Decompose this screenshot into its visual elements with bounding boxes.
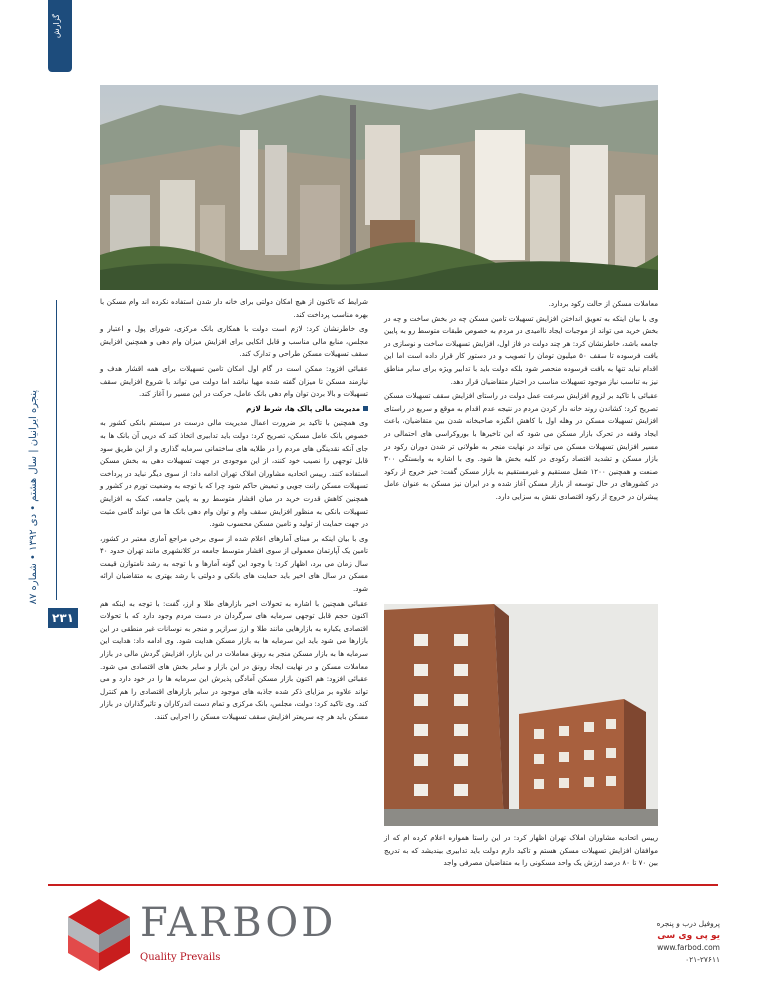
paragraph: عقبائی افزود: ممکن است در گام اول امکان تامین تسهیلات برای همه اقشار هدف و نیازمند مسکن تا میزان گفته شده مهیا نباشد اما دولت می تواند با شروع افزایش سقف تسهیلات و بالا بردن توان وام دهی بانک عامل، حرکت در این مسیر را آغاز کند. bbox=[100, 363, 368, 399]
ad-divider bbox=[48, 884, 718, 886]
paragraph: عقبائی همچنین با اشاره به تحولات اخیر بازارهای طلا و ارز، گفت: با توجه به اینکه هم اکنون حجم قابل توجهی سرمایه های سرگردان در دست مردم وجود دارد که با تحولات اقتصادی یکباره به بازارهایی مانند طلا و ارز سرازیر و منجر به نوسانات غیر منطقی در این بازارها می شود باید این سرمایه ها به بازار مسکن هدایت شود. وی ادامه داد: هدایت این سرمایه ها به بازار مسکن منجر به رونق معاملات در این بازار، افزایش گردش مالی در بازار معاملات مسکن و در نهایت ایجاد رونق در این بازار و سایر بخش های اقتصادی می شود. عقبائی افزود: هم اکنون بازار مسکن آمادگی پذیرش این سرمایه ها را در خود دارد و می تواند علاوه بر مزایای ذکر شده جاذبه های موجود در سایر بازارهای اقتصادی را هم کنترل کند. وی تاکید کرد: دولت، مجلس، بانک مرکزی و تمام دست اندرکاران و تاثیرگذاران در بازار مسکن باید هر چه سریعتر افزایش سقف تسهیلات مسکن را اجرایی کنند. bbox=[100, 598, 368, 721]
page-number: ۲۳۱ bbox=[48, 608, 78, 628]
paragraph: وی با بیان اینکه به تعویق انداختن افزایش تسهیلات تامین مسکن چه در بخش ساخت و چه در بخش خرید می تواند از موجبات ایجاد ناامیدی در مردم به خصوص طبقات متوسط رو به پایین جامعه باشد، خاطرنشان کرد: هر چند دولت در فاز اول، افزایش تسهیلات ساخت و نوسازی در بافت فرسوده تا سقف ۵۰ میلیون تومان را تصویب و در دستور کار قرار داده است اما این اقدام نباید تنها به بافت فرسوده منحصر شود بلکه دولت باید با تدابیر ویژه برای سایر مناطق نیز به تناسب نیاز موجود تسهیلات مناسب در اختیار متقاضیان قرار دهد. bbox=[384, 313, 658, 386]
ad-contact-title: پروفیل درب و پنجره bbox=[656, 919, 720, 928]
paragraph: شرایط که تاکنون از هیچ امکان دولتی برای خانه دار شدن استفاده نکرده اند وام مسکن با بهره مناسب پرداخت کند. bbox=[100, 297, 368, 319]
section-tab-label: گزارش bbox=[52, 14, 61, 39]
city-skyline-photo bbox=[100, 85, 658, 290]
ad-phone: ۰۲۱-۲۷۶۱۱ bbox=[685, 955, 720, 964]
ad-website: www.farbod.com bbox=[657, 943, 720, 952]
subheading: مدیریت مالی پالک ها، شرط لازم bbox=[100, 403, 368, 416]
article-column-right-top bbox=[384, 298, 658, 506]
paragraph: وی خاطرنشان کرد: لازم است دولت با همکاری بانک مرکزی، شورای پول و اعتبار و مجلس، منابع مالی مناسب و قابل اتکایی برای افزایش میزان وام دهی و همچنین افزایش سقف تسهیلات مسکن طراحی و تدارک کند. bbox=[100, 324, 368, 359]
article-column-right-bottom bbox=[384, 832, 658, 872]
issue-info: پنجره ایرانیان | سال هشتم • دی ۱۳۹۲ • شماره ۸۷ bbox=[28, 390, 39, 605]
ad-tagline: Quality Prevails bbox=[140, 952, 221, 963]
ad-brand-name: FARBOD bbox=[140, 900, 337, 946]
ad-contact-brand: یو پی وی سی bbox=[657, 931, 720, 941]
ad-contact-block bbox=[600, 918, 720, 966]
paragraph: معاملات مسکن از حالت رکود بردارد. bbox=[548, 299, 658, 308]
paragraph: عقبائی با تاکید بر لزوم افزایش سرعت عمل دولت در راستای افزایش سقف تسهیلات مسکن تصریح کرد: کشاندن روند خانه دار کردن مردم در نتیجه عدم اقدام به موقع و سریع در راستای افزایش تسهیلات مسکن در وهله اول با کاهش انگیزه صاحبخانه شدن بین متقاضیان، باعث ایجاد وقفه در تحرک بازار مسکن می شود که این تاخیرها با بوروکراسی های احتمالی در مسیر افزایش تسهیلات مسکن می تواند در نهایت منجر به طولانی تر شدن دوران رکود در بازار مسکن و تشدید اقتصاد رکودی در کلیه بخش ها شود. وی با اشاره به وابستگی ۳۰۰ صنعت و همچنین ۱۲۰۰ شغل مستقیم و غیرمستقیم به بازار مسکن گفت: خیز خروج از رکود در کشورهای در حال توسعه از بازار مسکن آغاز شده و در ایران نیز مسکن به عنوان عامل پیشران در خروج از رکود اقتصادی نقش به سزایی دارد. bbox=[384, 391, 658, 501]
article-column-left bbox=[100, 296, 368, 726]
section-tab bbox=[48, 0, 72, 72]
side-rule bbox=[56, 300, 57, 600]
apartment-buildings-photo bbox=[384, 604, 658, 826]
paragraph: وی همچنین با تاکید بر ضرورت اعمال مدیریت مالی درست در سیستم بانکی کشور به خصوص بانک عامل مسکن، تصریح کرد: دولت باید تدابیری اتخاذ کند که دریی آن بانک ها به جای آنکه نقدینگی های مردم را در طلایه های ساختمانی سرمایه گذاری و از این طریق سود قابل توجهی را نصیب خود کنند، از این موجودی در جهت تسهیلات دهی به بخش مسکن استفاده کنند. رییس اتحادیه مشاوران املاک تهران ادامه داد: از سوی دیگر نباید در پرداخت تسهیلات مسکن رانت جویی و تبعیض حاکم شود چرا که با توجه به وضعیت تورم در کشور و همچنین کاهش قدرت خرید در میان اقشار متوسط رو به پایین جامعه، کمک به افزایش تسهیلات بانکی به منظور افزایش سقف وام و توان وام دهی بانک ها می تواند گامی مثبت در جهت حمایت از تولید و تامین مسکن محسوب شود. bbox=[100, 418, 368, 529]
paragraph: رییس اتحادیه مشاوران املاک تهران اظهار کرد: در این راستا همواره اعلام کرده ام که از موافقان افزایش تسهیلات مسکن هستم و تاکید دارم دولت باید تدابیری بیندیشد که به تدریج بین ۷۰ تا ۸۰ درصد ارزش یک واحد مسکونی را به متقاضیان مصرفی واجد bbox=[384, 833, 658, 868]
farbod-logo-icon bbox=[64, 895, 134, 975]
paragraph: وی با بیان اینکه بر مبنای آمارهای اعلام شده از سوی برخی مراجع آماری معتبر در کشور، تامین یک آپارتمان معمولی از سوی اقشار متوسط جامعه در کلانشهری مانند تهران حدود ۴۰ سال زمان می برد، اظهار کرد: با وجود این گونه آمارها و با توجه به رشد نامتوازن قیمت مسکن در سال های اخیر باید حمایت های بانکی و دولتی با رشد بهتری به متقاضیان ارائه شود. bbox=[100, 533, 368, 594]
